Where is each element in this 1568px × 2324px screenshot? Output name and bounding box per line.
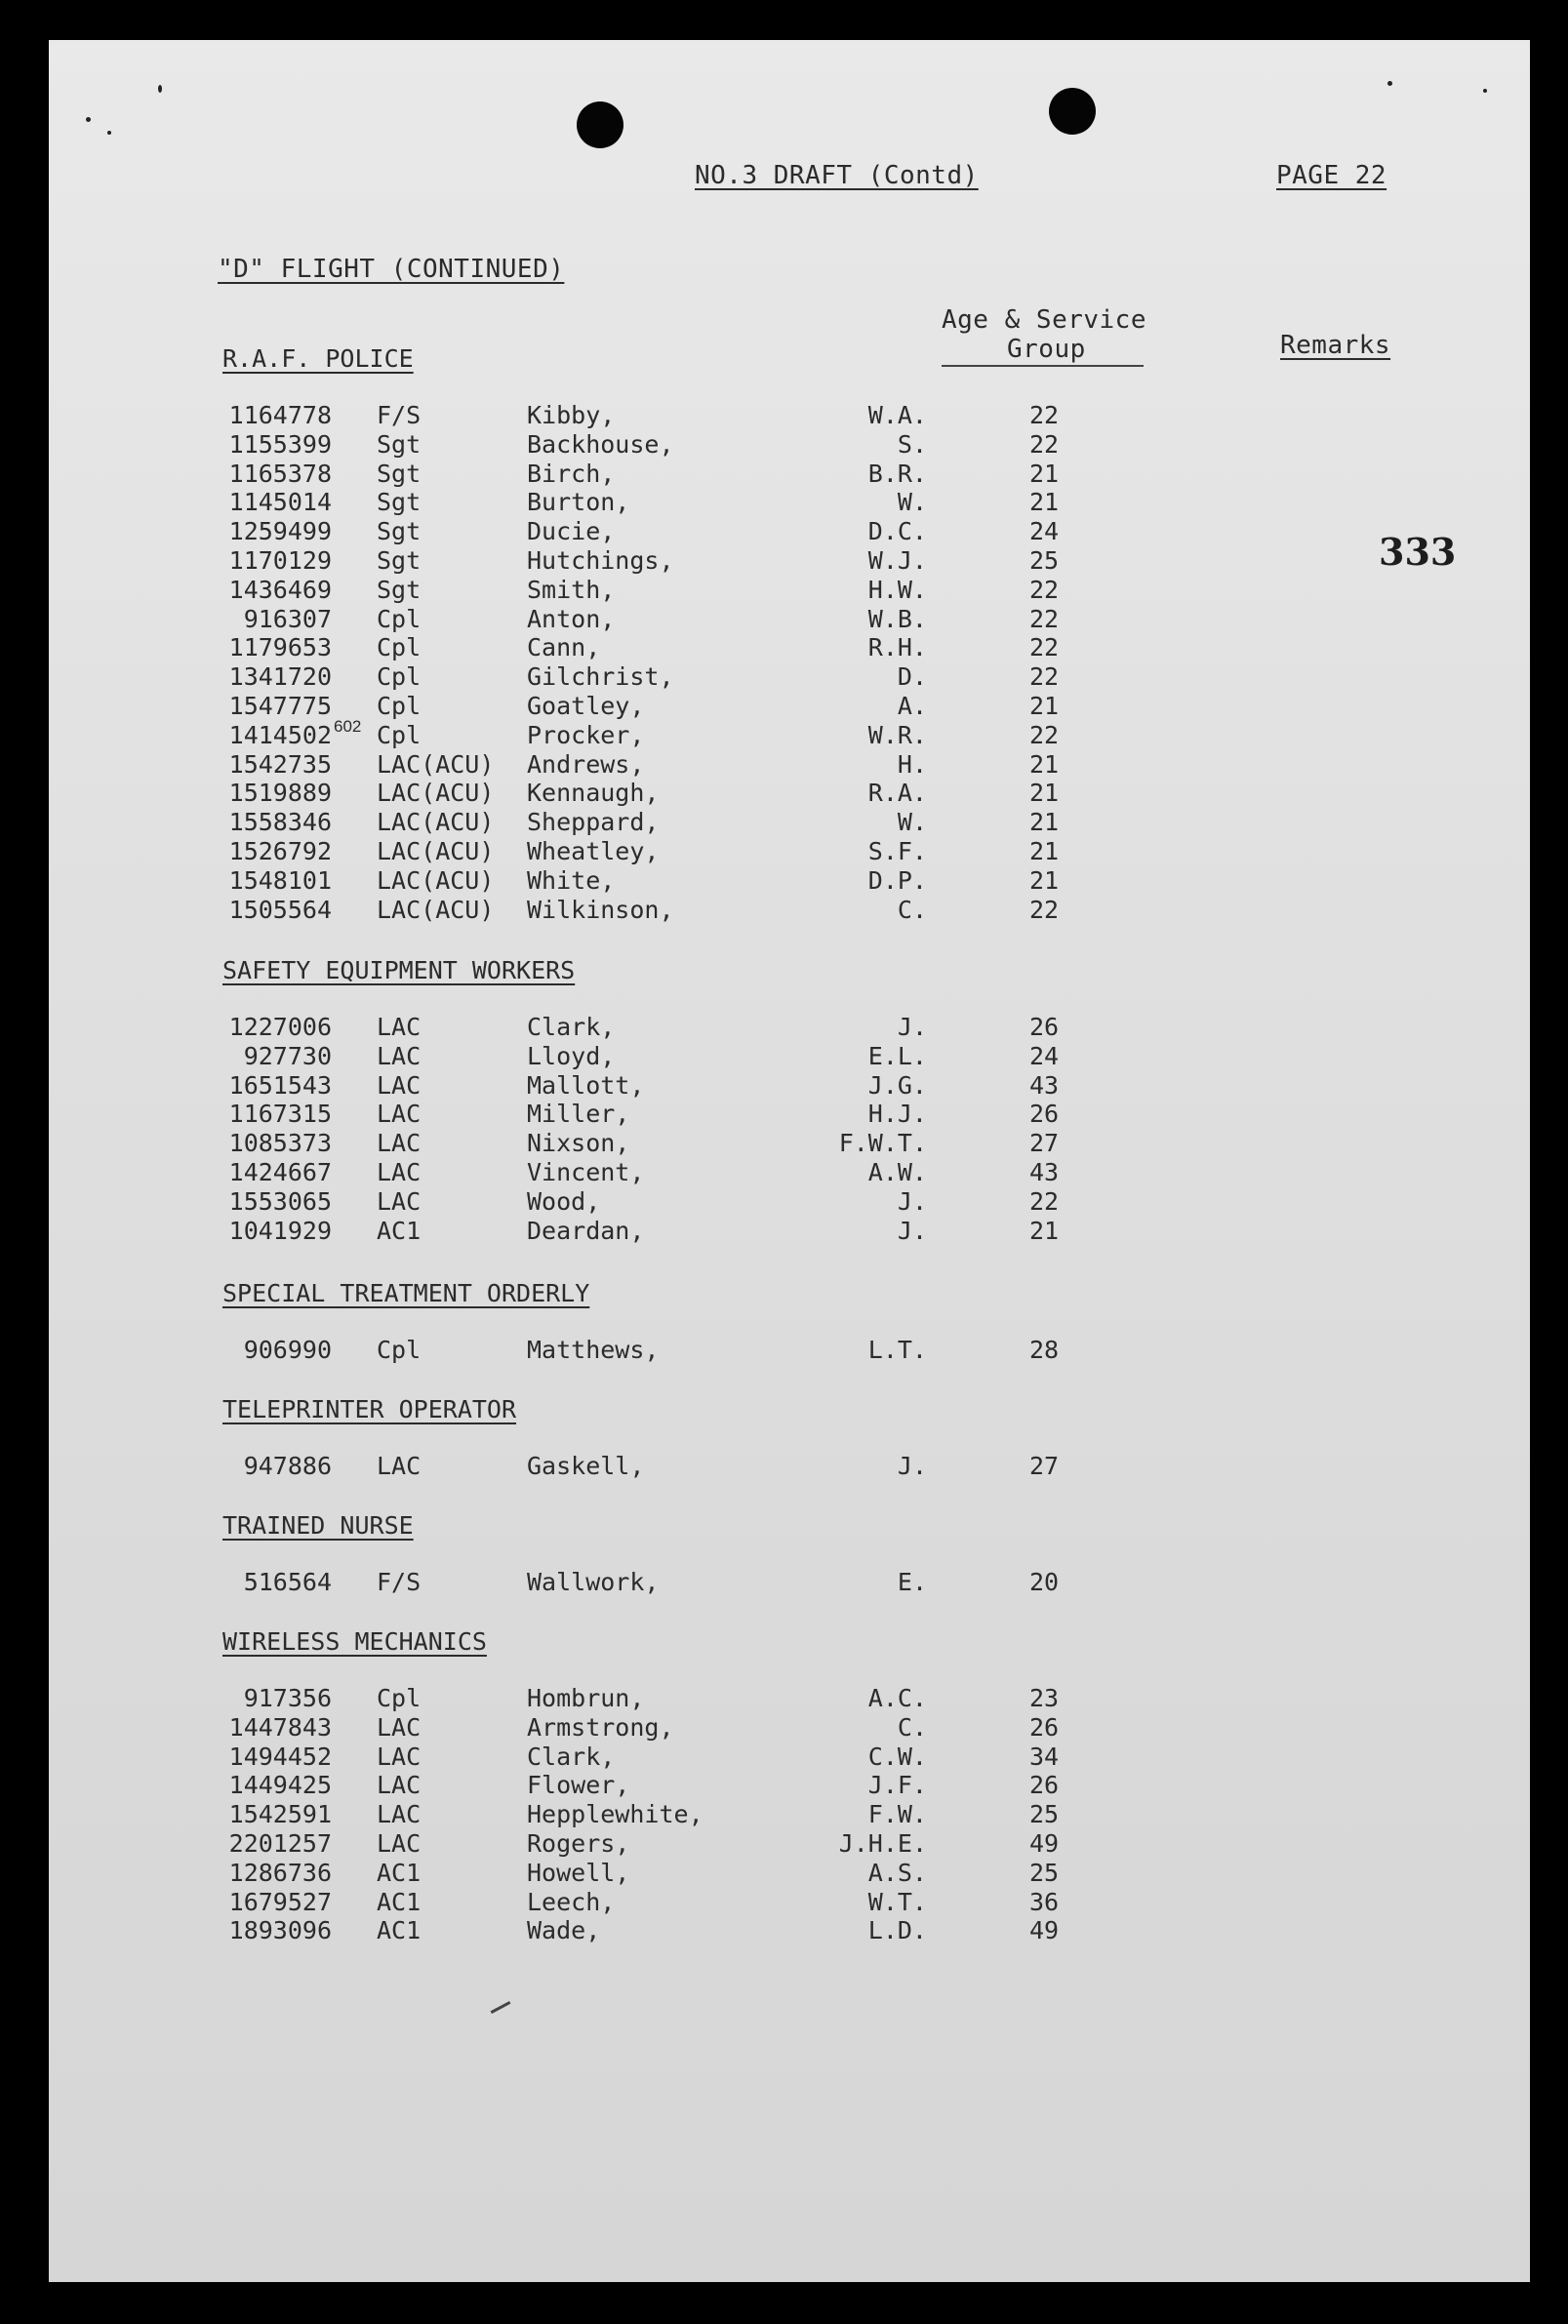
surname: Howell, xyxy=(527,1858,630,1887)
service-number: 2201257 xyxy=(228,1829,332,1858)
surname: Birch, xyxy=(527,459,616,488)
initials: A.C. xyxy=(867,1684,927,1712)
surname: Leech, xyxy=(527,1887,616,1916)
rank: Cpl xyxy=(377,1336,422,1364)
rank: LAC(ACU) xyxy=(377,779,495,808)
rank: AC1 xyxy=(377,1216,422,1245)
age-group: 21 xyxy=(1028,1216,1060,1245)
table-row xyxy=(49,1100,1530,1129)
surname: Smith, xyxy=(527,575,616,604)
table-row xyxy=(49,1158,1530,1187)
service-number: 1447843 xyxy=(228,1712,332,1742)
speck xyxy=(107,131,111,135)
initials: E. xyxy=(897,1568,927,1596)
age-group: 43 xyxy=(1028,1158,1060,1186)
surname: Anton, xyxy=(527,604,616,633)
service-number: 906990 xyxy=(243,1336,332,1364)
initials: W.A. xyxy=(867,401,927,429)
initials: S.F. xyxy=(867,837,927,865)
rank: LAC xyxy=(377,1800,422,1829)
service-number: 1286736 xyxy=(228,1858,332,1887)
service-number: 1167315 xyxy=(228,1100,332,1129)
section-title: SAFETY EQUIPMENT WORKERS xyxy=(222,956,576,984)
initials: J.G. xyxy=(867,1070,927,1100)
age-group: 22 xyxy=(1028,662,1060,692)
flight-heading: "D" FLIGHT (CONTINUED) xyxy=(218,255,565,284)
age-group: 22 xyxy=(1028,720,1060,749)
table-row xyxy=(49,1071,1530,1101)
surname: Wade, xyxy=(527,1916,601,1945)
rank: Cpl xyxy=(377,633,422,662)
surname: Miller, xyxy=(527,1100,630,1129)
rank: LAC(ACU) xyxy=(377,749,495,779)
initials: C.W. xyxy=(867,1742,927,1771)
surname: Clark, xyxy=(527,1013,616,1041)
age-group: 26 xyxy=(1028,1100,1060,1129)
punch-hole-right xyxy=(1049,88,1096,135)
age-group: 27 xyxy=(1028,1452,1060,1480)
surname: Goatley, xyxy=(527,692,645,720)
table-row xyxy=(49,576,1530,605)
service-number: 1414502 xyxy=(228,720,332,749)
table-row xyxy=(49,779,1530,808)
table-row xyxy=(49,716,1530,750)
age-group: 26 xyxy=(1028,1712,1060,1742)
service-number: 1449425 xyxy=(228,1771,332,1800)
speck xyxy=(1387,81,1392,86)
age-group: 21 xyxy=(1028,837,1060,865)
age-group: 28 xyxy=(1028,1336,1060,1364)
service-number: 1164778 xyxy=(228,401,332,429)
service-number: 1542735 xyxy=(228,749,332,779)
initials: B.R. xyxy=(867,459,927,488)
initials: L.T. xyxy=(867,1336,927,1364)
rank: LAC xyxy=(377,1041,422,1070)
rank: LAC xyxy=(377,1070,422,1100)
rank: Cpl xyxy=(377,662,422,692)
initials: E.L. xyxy=(867,1041,927,1070)
table-row xyxy=(49,1829,1530,1859)
initials: A. xyxy=(897,692,927,720)
initials: F.W.T. xyxy=(838,1129,927,1158)
document-page xyxy=(49,40,1530,2282)
section-title: WIRELESS MECHANICS xyxy=(222,1627,487,1656)
surname: Gilchrist, xyxy=(527,662,674,692)
rank: Cpl xyxy=(377,604,422,633)
surname: Kibby, xyxy=(527,401,616,429)
rank: AC1 xyxy=(377,1858,422,1887)
page-number: PAGE 22 xyxy=(1276,161,1387,190)
surname: Wallwork, xyxy=(527,1568,660,1596)
table-row xyxy=(49,1684,1530,1713)
surname: Burton, xyxy=(527,488,630,517)
initials: J. xyxy=(897,1216,927,1245)
service-number: 1165378 xyxy=(228,459,332,488)
service-number: 1547775 xyxy=(228,692,332,720)
initials: R.H. xyxy=(867,633,927,662)
surname: Hutchings, xyxy=(527,546,674,575)
rank: LAC(ACU) xyxy=(377,865,495,895)
initials: H.J. xyxy=(867,1100,927,1129)
service-number: 1041929 xyxy=(228,1216,332,1245)
age-group: 21 xyxy=(1028,488,1060,517)
pen-mark xyxy=(491,2001,511,2014)
initials: D. xyxy=(897,662,927,692)
service-number: 1170129 xyxy=(228,546,332,575)
service-number: 1145014 xyxy=(228,488,332,517)
service-number: 1519889 xyxy=(228,779,332,808)
table-row xyxy=(49,808,1530,837)
rank: LAC(ACU) xyxy=(377,895,495,924)
age-group: 22 xyxy=(1028,401,1060,429)
punch-hole-left xyxy=(577,101,623,148)
surname: Rogers, xyxy=(527,1829,630,1858)
surname: Kennaugh, xyxy=(527,779,660,808)
initials: R.A. xyxy=(867,779,927,808)
initials: A.W. xyxy=(867,1158,927,1186)
service-number: 1179653 xyxy=(228,633,332,662)
rank: Cpl xyxy=(377,720,422,749)
table-row xyxy=(49,1013,1530,1042)
rank: Cpl xyxy=(377,692,422,720)
service-number: 1494452 xyxy=(228,1742,332,1771)
age-group: 49 xyxy=(1028,1829,1060,1858)
table-row xyxy=(49,1916,1530,1945)
surname: Vincent, xyxy=(527,1158,645,1186)
service-number: 1558346 xyxy=(228,808,332,837)
rank: LAC(ACU) xyxy=(377,837,495,865)
age-group: 21 xyxy=(1028,779,1060,808)
surname: Sheppard, xyxy=(527,808,660,837)
surname: Wheatley, xyxy=(527,837,660,865)
remarks-header: Remarks xyxy=(1280,331,1391,360)
age-group: 34 xyxy=(1028,1742,1060,1771)
service-number: 1436469 xyxy=(228,575,332,604)
age-group: 25 xyxy=(1028,1800,1060,1829)
surname: Hepplewhite, xyxy=(527,1800,704,1829)
service-number: 516564 xyxy=(243,1568,332,1596)
age-group: 22 xyxy=(1028,429,1060,459)
initials: H.W. xyxy=(867,575,927,604)
section-title: SPECIAL TREATMENT ORDERLY xyxy=(222,1279,590,1307)
table-row xyxy=(49,662,1530,692)
section-title: TRAINED NURSE xyxy=(222,1511,414,1540)
service-number: 1341720 xyxy=(228,662,332,692)
age-group: 43 xyxy=(1028,1070,1060,1100)
service-number: 1548101 xyxy=(228,865,332,895)
initials: H. xyxy=(897,749,927,779)
age-group: 24 xyxy=(1028,517,1060,546)
surname: Nixson, xyxy=(527,1129,630,1158)
rank: F/S xyxy=(377,1568,422,1596)
table-row xyxy=(49,546,1530,576)
initials: J. xyxy=(897,1452,927,1480)
section-title: TELEPRINTER OPERATOR xyxy=(222,1395,517,1423)
table-row xyxy=(49,750,1530,780)
rank: LAC xyxy=(377,1100,422,1129)
initials: W.T. xyxy=(867,1887,927,1916)
table-row xyxy=(49,517,1530,546)
table-row xyxy=(49,488,1530,517)
rank: Sgt xyxy=(377,429,422,459)
service-number: 1259499 xyxy=(228,517,332,546)
rank: LAC xyxy=(377,1771,422,1800)
rank: Sgt xyxy=(377,517,422,546)
age-group: 36 xyxy=(1028,1887,1060,1916)
service-number: 1679527 xyxy=(228,1887,332,1916)
surname: Gaskell, xyxy=(527,1452,645,1480)
rank: Cpl xyxy=(377,1684,422,1712)
service-number: 927730 xyxy=(243,1041,332,1070)
age-group: 22 xyxy=(1028,895,1060,924)
initials: D.P. xyxy=(867,865,927,895)
table-row xyxy=(49,1888,1530,1917)
initials: F.W. xyxy=(867,1800,927,1829)
surname: Backhouse, xyxy=(527,429,674,459)
age-group: 22 xyxy=(1028,575,1060,604)
table-row xyxy=(49,1859,1530,1888)
table-row xyxy=(49,692,1530,721)
rank: LAC xyxy=(377,1829,422,1858)
age-group: 49 xyxy=(1028,1916,1060,1945)
initials: W.J. xyxy=(867,546,927,575)
initials: J.F. xyxy=(867,1771,927,1800)
surname: Flower, xyxy=(527,1771,630,1800)
folio-stamp: 333 xyxy=(1379,530,1457,574)
initials: W.R. xyxy=(867,720,927,749)
rank: Sgt xyxy=(377,546,422,575)
rank: LAC xyxy=(377,1452,422,1480)
initials: D.C. xyxy=(867,517,927,546)
table-row xyxy=(49,1129,1530,1158)
age-group: 21 xyxy=(1028,459,1060,488)
table-row xyxy=(49,1452,1530,1481)
table-row xyxy=(49,401,1530,430)
table-row xyxy=(49,1713,1530,1743)
age-group: 21 xyxy=(1028,749,1060,779)
age-group: 27 xyxy=(1028,1129,1060,1158)
service-number: 916307 xyxy=(243,604,332,633)
age-group-underline xyxy=(942,365,1144,367)
age-group: 22 xyxy=(1028,604,1060,633)
service-number: 1155399 xyxy=(228,429,332,459)
surname: Wilkinson, xyxy=(527,895,674,924)
service-number: 917356 xyxy=(243,1684,332,1712)
initials: C. xyxy=(897,895,927,924)
service-number: 1553065 xyxy=(228,1186,332,1216)
initials: W. xyxy=(897,488,927,517)
age-group: 20 xyxy=(1028,1568,1060,1596)
surname: Armstrong, xyxy=(527,1712,674,1742)
service-number: 1893096 xyxy=(228,1916,332,1945)
table-row xyxy=(49,1042,1530,1071)
surname: Procker, xyxy=(527,720,645,749)
table-row xyxy=(49,1217,1530,1246)
surname: Mallott, xyxy=(527,1070,645,1100)
rank: LAC xyxy=(377,1158,422,1186)
table-row xyxy=(49,430,1530,460)
rank: Sgt xyxy=(377,575,422,604)
table-row xyxy=(49,1800,1530,1829)
rank: LAC(ACU) xyxy=(377,808,495,837)
service-number: 1424667 xyxy=(228,1158,332,1186)
surname: Andrews, xyxy=(527,749,645,779)
age-group: 24 xyxy=(1028,1041,1060,1070)
service-number: 1227006 xyxy=(228,1013,332,1041)
table-row xyxy=(49,460,1530,489)
surname: Ducie, xyxy=(527,517,616,546)
initials: W. xyxy=(897,808,927,837)
rank: F/S xyxy=(377,401,422,429)
table-row xyxy=(49,837,1530,866)
rank: LAC xyxy=(377,1186,422,1216)
surname: Clark, xyxy=(527,1742,616,1771)
document-title: NO.3 DRAFT (Contd) xyxy=(695,161,979,190)
table-row xyxy=(49,1187,1530,1217)
age-group-header-line2: Group xyxy=(1007,335,1086,364)
surname: Wood, xyxy=(527,1186,601,1216)
service-number: 947886 xyxy=(243,1452,332,1480)
age-group: 22 xyxy=(1028,633,1060,662)
age-group: 25 xyxy=(1028,546,1060,575)
age-group: 25 xyxy=(1028,1858,1060,1887)
service-number: 1542591 xyxy=(228,1800,332,1829)
speck xyxy=(158,85,162,93)
speck xyxy=(86,117,91,122)
table-row xyxy=(49,1336,1530,1365)
age-group-header-line1: Age & Service xyxy=(942,305,1146,335)
age-group: 22 xyxy=(1028,1186,1060,1216)
age-group: 21 xyxy=(1028,692,1060,720)
initials: S. xyxy=(897,429,927,459)
rank: LAC xyxy=(377,1129,422,1158)
section-title: R.A.F. POLICE xyxy=(222,344,414,373)
rank: LAC xyxy=(377,1742,422,1771)
speck xyxy=(1483,89,1487,93)
age-group: 26 xyxy=(1028,1013,1060,1041)
rank: Sgt xyxy=(377,459,422,488)
table-row xyxy=(49,866,1530,896)
table-row xyxy=(49,1568,1530,1597)
age-group: 26 xyxy=(1028,1771,1060,1800)
table-row xyxy=(49,633,1530,662)
table-row xyxy=(49,1771,1530,1800)
surname: White, xyxy=(527,865,616,895)
surname: Cann, xyxy=(527,633,601,662)
initials: L.D. xyxy=(867,1916,927,1945)
service-number: 1505564 xyxy=(228,895,332,924)
initials: J. xyxy=(897,1013,927,1041)
surname: Lloyd, xyxy=(527,1041,616,1070)
rank: Sgt xyxy=(377,488,422,517)
rank: AC1 xyxy=(377,1887,422,1916)
initials: J.H.E. xyxy=(838,1829,927,1858)
surname: Hombrun, xyxy=(527,1684,645,1712)
initials: J. xyxy=(897,1186,927,1216)
age-group: 21 xyxy=(1028,865,1060,895)
initials: A.S. xyxy=(867,1858,927,1887)
rank: AC1 xyxy=(377,1916,422,1945)
surname: Deardan, xyxy=(527,1216,645,1245)
table-row xyxy=(49,605,1530,634)
age-group: 21 xyxy=(1028,808,1060,837)
rank: LAC xyxy=(377,1712,422,1742)
surname: Matthews, xyxy=(527,1336,660,1364)
service-number: 1085373 xyxy=(228,1129,332,1158)
table-row xyxy=(49,1743,1530,1772)
service-number: 1526792 xyxy=(228,837,332,865)
service-number: 1651543 xyxy=(228,1070,332,1100)
initials: W.B. xyxy=(867,604,927,633)
table-row xyxy=(49,896,1530,925)
handwritten-correction: 602 xyxy=(334,716,362,736)
initials: C. xyxy=(897,1712,927,1742)
rank: LAC xyxy=(377,1013,422,1041)
age-group: 23 xyxy=(1028,1684,1060,1712)
